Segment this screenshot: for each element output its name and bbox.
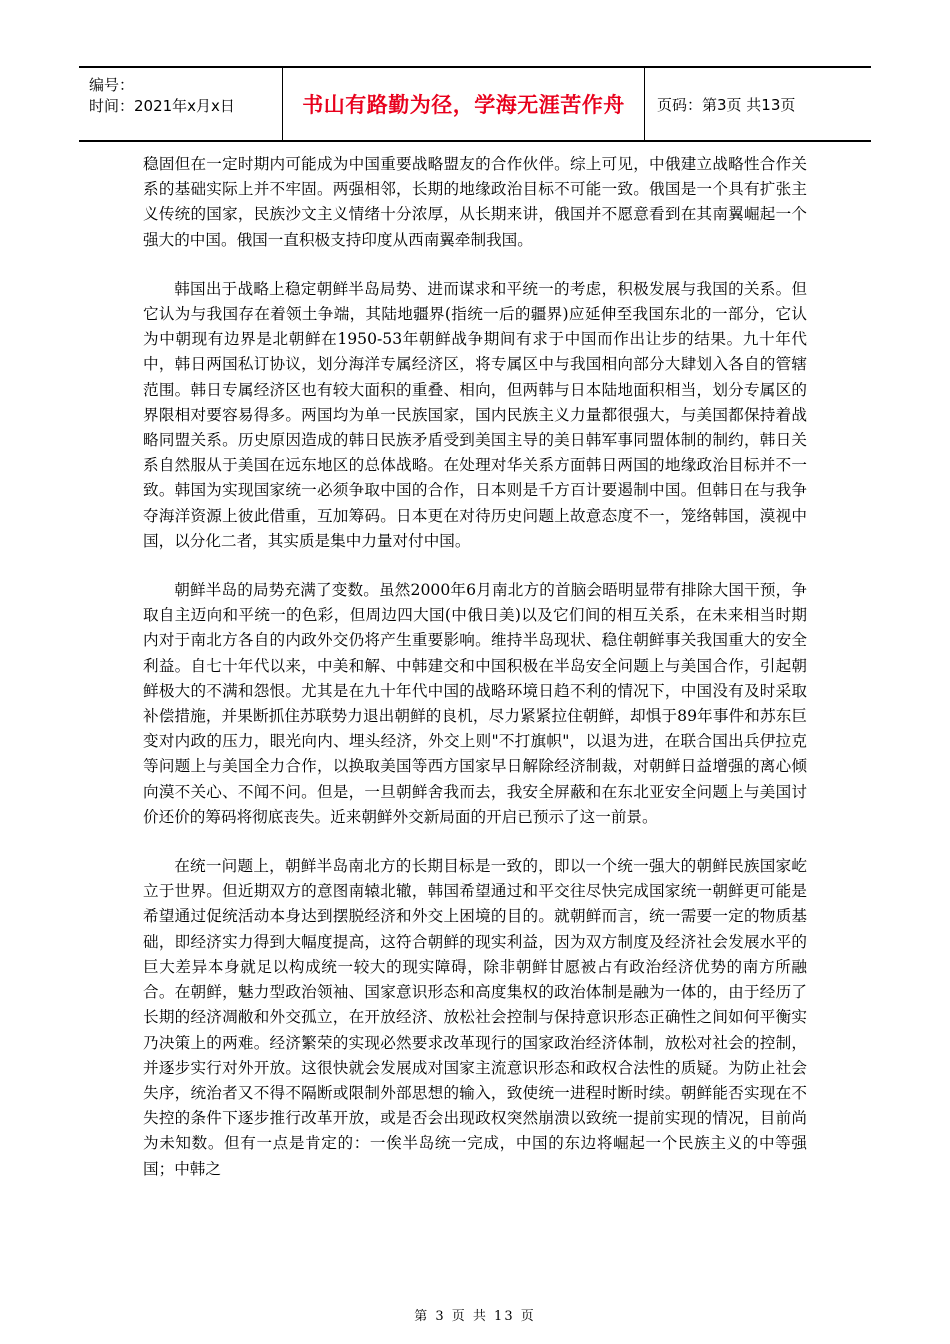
header-motto: 书山有路勤为径，学海无涯苦作舟	[302, 93, 625, 117]
document-body	[143, 152, 807, 1206]
document-date: 时间：2021年x月x日	[89, 97, 235, 115]
header-page-number: 页码：第3页 共13页	[657, 95, 796, 114]
page-header	[79, 66, 871, 142]
header-meta	[79, 68, 283, 140]
page-footer: 第 3 页 共 13 页	[414, 1309, 536, 1324]
document-number-label: 编号：	[89, 76, 135, 94]
header-motto-cell	[283, 68, 645, 140]
header-page-cell	[645, 68, 871, 140]
body-paragraph: 稳固但在一定时期内可能成为中国重要战略盟友的合作伙伴。综上可见，中俄建立战略性合作关系的基础实际上并不牢固。两强相邻，长期的地缘政治目标不可能一致。俄国是一个具有扩张主义传统的国家，民族沙文主义情绪十分浓厚，从长期来讲，俄国并不愿意看到在其南翼崛起一个强大的中国。俄国一直积极支持印度从西南翼牵制我国。	[143, 155, 807, 249]
body-paragraph: 韩国出于战略上稳定朝鲜半岛局势、进而谋求和平统一的考虑，积极发展与我国的关系。但它认为与我国存在着领土争端，其陆地疆界(指统一后的疆界)应延伸至我国东北的一部分，它认为中朝现有边界是北朝鲜在1950-53年朝鲜战争期间有求于中国而作出让步的结果。九十年代中，韩日两国私订协议，划分海洋专属经济区，将专属区中与我国相向部分大肆划入各自的管辖范围。韩日专属经济区也有较大面积的重叠、相向，但两韩与日本陆地面积相当，划分专属区的界限相对要容易得多。两国均为单一民族国家，国内民族主义力量都很强大，与美国都保持着战略同盟关系。历史原因造成的韩日民族矛盾受到美国主导的美日韩军事同盟体制的制约，韩日关系自然服从于美国在远东地区的总体战略。在处理对华关系方面韩日两国的地缘政治目标并不一致。韩国为实现国家统一必须争取中国的合作，日本则是千方百计要遏制中国。但韩日在与我争夺海洋资源上彼此借重，互加筹码。日本更在对待历史问题上故意态度不一，笼络韩国，漠视中国，以分化二者，其实质是集中力量对付中国。	[143, 279, 807, 550]
body-paragraph: 朝鲜半岛的局势充满了变数。虽然2000年6月南北方的首脑会晤明显带有排除大国干预，争取自主迈向和平统一的色彩，但周边四大国(中俄日美)以及它们间的相互关系，在未来相当时期内对于南北方各自的内政外交仍将产生重要影响。维持半岛现状、稳住朝鲜事关我国重大的安全利益。自七十年代以来，中美和解、中韩建交和中国积极在半岛安全问题上与美国合作，引起朝鲜极大的不满和怨恨。尤其是在九十年代中国的战略环境日趋不利的情况下，中国没有及时采取补偿措施，并果断抓住苏联势力退出朝鲜的良机，尽力紧紧拉住朝鲜，却惧于89年事件和苏东巨变对内政的压力，眼光向内、埋头经济，外交上则"不打旗帜"，以退为进，在联合国出兵伊拉克等问题上与美国全力合作，以换取美国等西方国家早日解除经济制裁，对朝鲜日益增强的离心倾向漠不关心、不闻不问。但是，一旦朝鲜舍我而去，我安全屏蔽和在东北亚安全问题上与美国讨价还价的筹码将彻底丧失。近来朝鲜外交新局面的开启已预示了这一前景。	[143, 581, 807, 826]
body-paragraph: 在统一问题上，朝鲜半岛南北方的长期目标是一致的，即以一个统一强大的朝鲜民族国家屹立于世界。但近期双方的意图南辕北辙，韩国希望通过和平交往尽快完成国家统一朝鲜更可能是希望通过促统活动本身达到摆脱经济和外交上困境的目的。就朝鲜而言，统一需要一定的物质基础，即经济实力得到大幅度提高，这符合朝鲜的现实利益，因为双方制度及经济社会发展水平的巨大差异本身就足以构成统一较大的现实障碍，除非朝鲜甘愿被占有政治经济优势的南方所融合。在朝鲜，魅力型政治领袖、国家意识形态和高度集权的政治体制是融为一体的，由于经历了长期的经济凋敝和外交孤立，在开放经济、放松社会控制与保持意识形态正确性之间如何平衡实乃决策上的两难。经济繁荣的实现必然要求改革现行的国家政治经济体制，放松对社会的控制，并逐步实行对外开放。这很快就会发展成对国家主流意识形态和政权合法性的质疑。为防止社会失序，统治者又不得不隔断或限制外部思想的输入，致使统一进程时断时续。朝鲜能否实现在不失控的条件下逐步推行改革开放，或是否会出现政权突然崩溃以致统一提前实现的情况，目前尚为未知数。但有一点是肯定的：一俟半岛统一完成，中国的东边将崛起一个民族主义的中等强国；中韩之	[143, 857, 807, 1178]
